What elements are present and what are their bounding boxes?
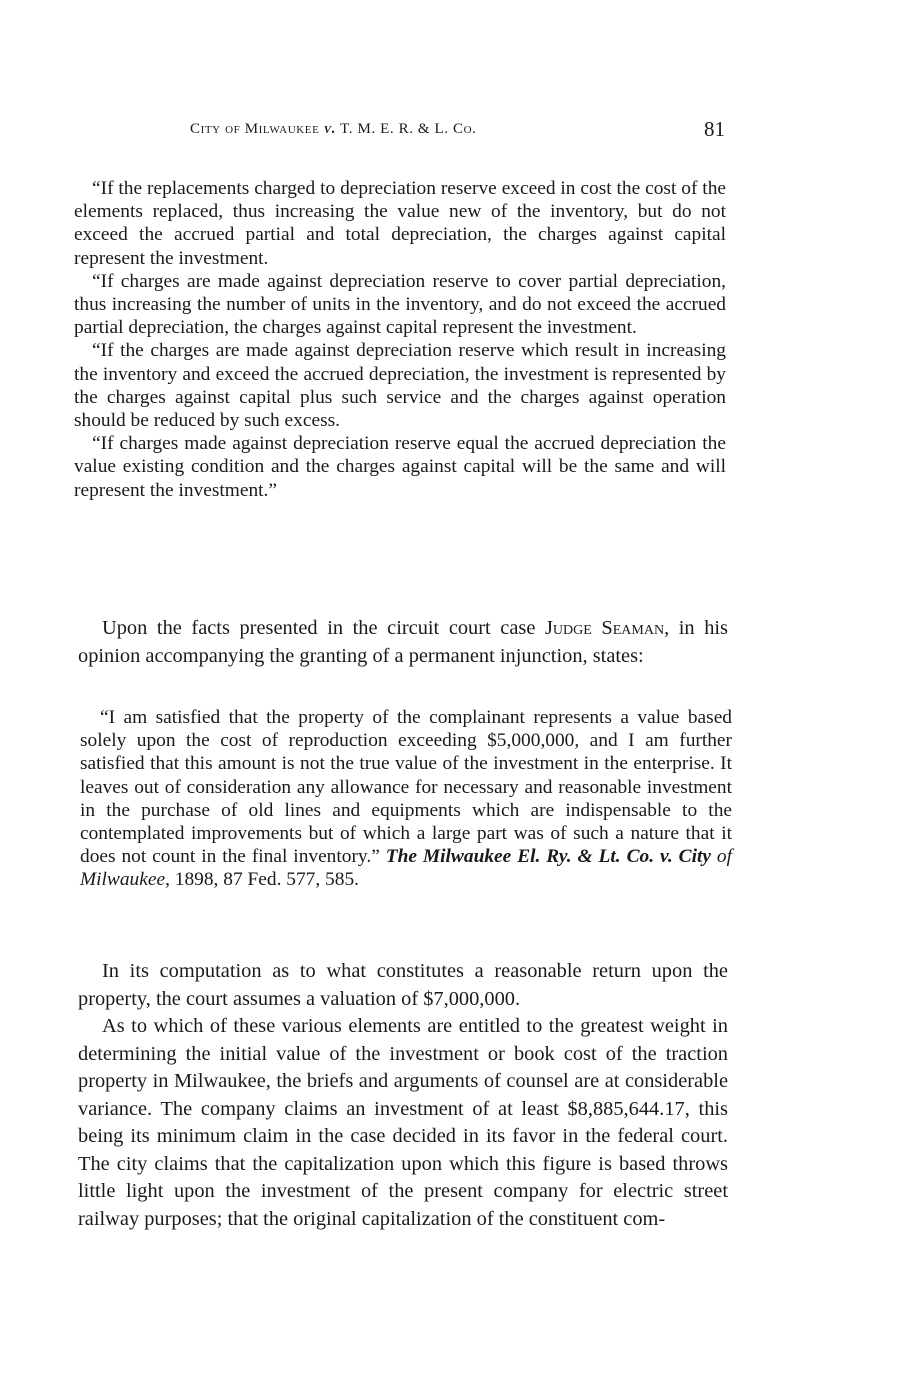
case-citation: , 1898, 87 Fed. 577, 585. bbox=[165, 869, 359, 891]
body-paragraph bbox=[78, 615, 728, 670]
case-name: The Milwaukee El. Ry. & Lt. Co. v. City bbox=[385, 846, 711, 868]
body-paragraph: In its computation as to what constitutes a reasonable return upon the property, the court assumes a valuation of $7,000,000. bbox=[78, 960, 728, 1010]
upon-text-pre: Upon the facts presented in the circuit court case bbox=[102, 617, 545, 639]
quote-paragraph: “If charges made against depreciation reserve equal the accrued depreciation the value existing condition and the charges against capital will be the same and will represent the investment.” bbox=[74, 433, 726, 501]
upon-paragraph-block bbox=[78, 615, 728, 670]
running-head-pre: City of Milwaukee bbox=[190, 121, 324, 137]
quote-paragraph: “If the charges are made against depreciation reserve which result in increasing the inventory and exceed the accrued depreciation, the investment is represented by the charges against capital plus such service and the charges against operation should be reduced by such excess. bbox=[74, 340, 726, 432]
upon-text-post: , in his opinion accompanying the granting of a permanent injunction, states: bbox=[78, 617, 728, 667]
page-number: 81 bbox=[704, 117, 725, 141]
running-head-post: T. M. E. R. & L. Co. bbox=[336, 121, 477, 137]
page-header bbox=[75, 117, 725, 147]
block-quote-seaman bbox=[80, 706, 732, 892]
running-head-versus: v. bbox=[323, 121, 337, 137]
quote-text: “I am satisfied that the property of the complainant represents a value based solely upon the cost of reproduction exceeding $5,000,000, and I am further satisfied that this amount is not the true value of the investment in the enterprise. It leaves out of consideration any allowance for necessary and reasonable investment in the purchase of old lines and equipments which are indispensable to the contemplated improvements but of which a large part was of such a nature that it does not count in the final inventory.” bbox=[80, 707, 732, 868]
quote-paragraph: “If charges are made against depreciation reserve to cover partial depreciation, thus increasing the number of units in the inventory, and do not exceed the accrued partial depreciation, the charges against capital represent the investment. bbox=[74, 270, 726, 339]
block-quote-depreciation bbox=[74, 177, 726, 502]
quote-paragraph: “If the replacements charged to depreciation reserve exceed in cost the cost of the elements replaced, thus increasing the value new of the inventory, but do not exceed the accrued partial and total depreciation, the charges against capital represent the investment. bbox=[74, 178, 726, 269]
running-head bbox=[190, 121, 477, 138]
closing-paragraphs bbox=[78, 958, 728, 1233]
case-city: of Milwaukee bbox=[80, 846, 732, 891]
quote-paragraph bbox=[80, 706, 732, 892]
judge-name: Judge Seaman bbox=[544, 617, 665, 639]
body-paragraph: As to which of these various elements are entitled to the greatest weight in determining the initial value of the investment or book cost of the traction property in Milwaukee, the briefs and arguments of counsel are at considerable variance. The company claims an investment of at least $8,885,644.17, this being its minimum claim in the case decided in its favor in the federal court. The city claims that the capitalization upon which this figure is based throws little light upon the investment of the present company for electric street railway purposes; that the original capitalization of the constituent com- bbox=[78, 1015, 728, 1230]
